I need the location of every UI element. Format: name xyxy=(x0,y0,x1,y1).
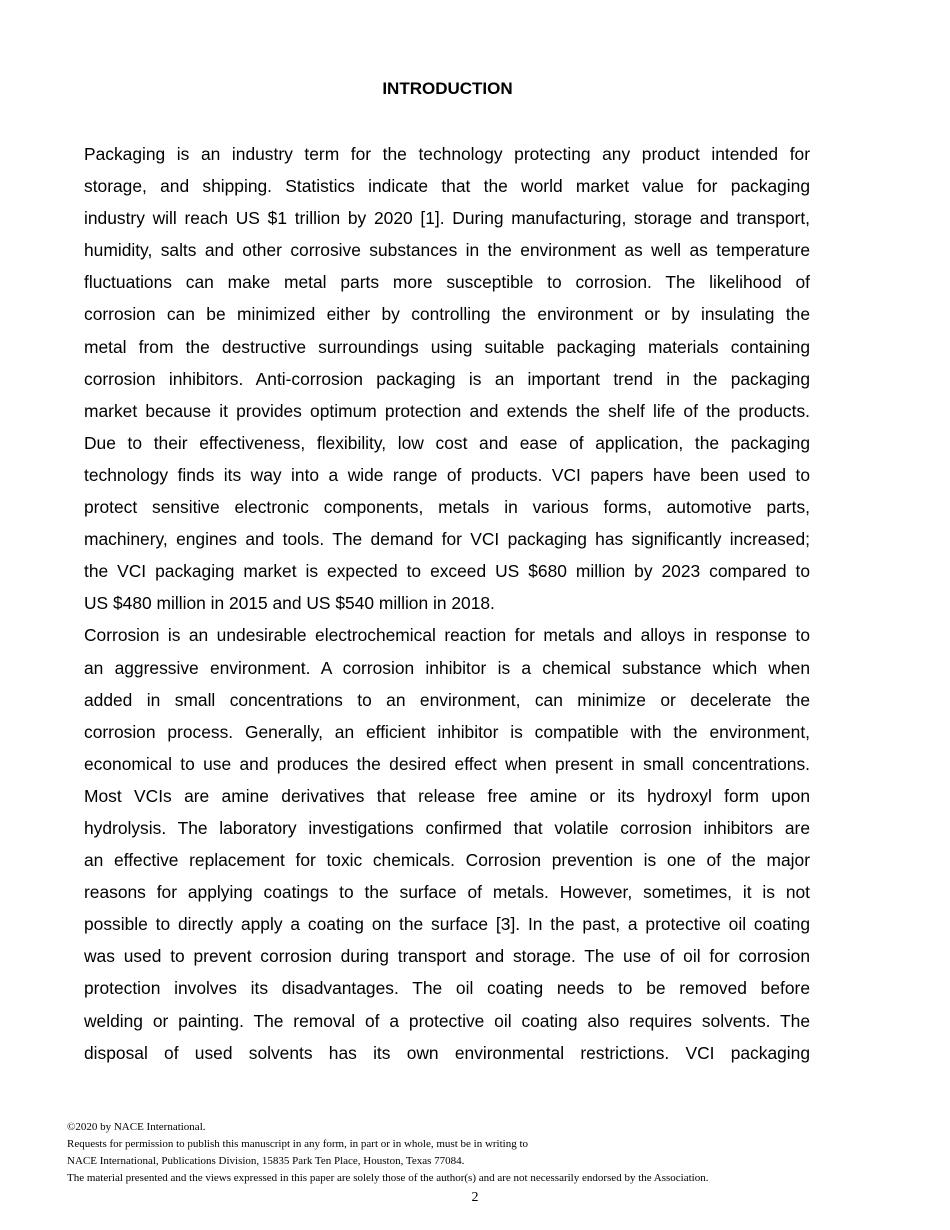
text-line: technology finds its way into a wide range of products. VCI papers have been used to xyxy=(84,464,810,485)
text-line: market because it provides optimum protection and extends the shelf life of the products. xyxy=(84,400,810,421)
text-line: welding or painting. The removal of a protective oil coating also requires solvents. The xyxy=(84,1010,810,1031)
text-line: was used to prevent corrosion during transport and storage. The use of oil for corrosion xyxy=(84,946,810,967)
text-line: reasons for applying coatings to the surface of metals. However, sometimes, it is not xyxy=(84,882,810,903)
text-line: hydrolysis. The laboratory investigations confirmed that volatile corrosion inhibitors are xyxy=(84,817,810,838)
text-line: storage, and shipping. Statistics indicate that the world market value for packaging xyxy=(84,176,810,197)
text-line: Due to their effectiveness, flexibility, low cost and ease of application, the packaging xyxy=(84,432,810,453)
text-line: the VCI packaging market is expected to exceed US $680 million by 2023 compared to xyxy=(84,561,810,582)
text-line: metal from the destructive surroundings using suitable packaging materials containing xyxy=(84,336,810,357)
text-line: Corrosion is an undesirable electrochemical reaction for metals and alloys in response to xyxy=(84,625,810,646)
text-line: added in small concentrations to an environment, can minimize or decelerate the xyxy=(84,689,810,710)
publisher-address: NACE International, Publications Division, 15835 Park Ten Place, Houston, Texas 77084. xyxy=(67,1155,465,1167)
text-line: industry will reach US $1 trillion by 2020 [1]. During manufacturing, storage and transport, xyxy=(84,208,810,229)
text-line: fluctuations can make metal parts more susceptible to corrosion. The likelihood of xyxy=(84,272,810,293)
text-line: economical to use and produces the desired effect when present in small concentrations. xyxy=(84,753,810,774)
section-heading: INTRODUCTION xyxy=(382,79,513,98)
text-line: disposal of used solvents has its own environmental restrictions. VCI packaging xyxy=(84,1042,810,1063)
text-line: humidity, salts and other corrosive substances in the environment as well as temperature xyxy=(84,240,810,261)
text-line: Most VCIs are amine derivatives that release free amine or its hydroxyl form upon xyxy=(84,785,810,806)
text-line: an aggressive environment. A corrosion inhibitor is a chemical substance which when xyxy=(84,657,810,678)
text-line: an effective replacement for toxic chemicals. Corrosion prevention is one of the major xyxy=(84,850,810,871)
text-line: corrosion process. Generally, an efficient inhibitor is compatible with the environment, xyxy=(84,721,810,742)
page-number: 2 xyxy=(471,1190,479,1205)
disclaimer: The material presented and the views expressed in this paper are solely those of the author(s) and are not necessarily endorsed by the Association. xyxy=(67,1172,709,1184)
text-line: corrosion can be minimized either by controlling the environment or by insulating the xyxy=(84,304,810,325)
paragraph-corrosion xyxy=(84,619,810,1068)
text-line: Packaging is an industry term for the technology protecting any product intended for xyxy=(84,144,810,164)
body-text xyxy=(84,138,810,1069)
copyright-notice: ©2020 by NACE International. xyxy=(67,1121,206,1133)
permission-notice: Requests for permission to publish this manuscript in any form, in part or in whole, must be in writing to xyxy=(67,1138,529,1150)
copyright-footer xyxy=(67,1119,867,1187)
text-line: protect sensitive electronic components, metals in various forms, automotive parts, xyxy=(84,497,810,518)
paragraph-packaging xyxy=(84,138,810,619)
text-line: protection involves its disadvantages. The oil coating needs to be removed before xyxy=(84,978,810,999)
text-line: machinery, engines and tools. The demand for VCI packaging has significantly increased; xyxy=(84,529,810,550)
text-line: possible to directly apply a coating on the surface [3]. In the past, a protective oil coating xyxy=(84,914,810,935)
text-line: corrosion inhibitors. Anti-corrosion packaging is an important trend in the packaging xyxy=(84,368,810,389)
text-line: US $480 million in 2015 and US $540 million in 2018. xyxy=(84,593,495,614)
